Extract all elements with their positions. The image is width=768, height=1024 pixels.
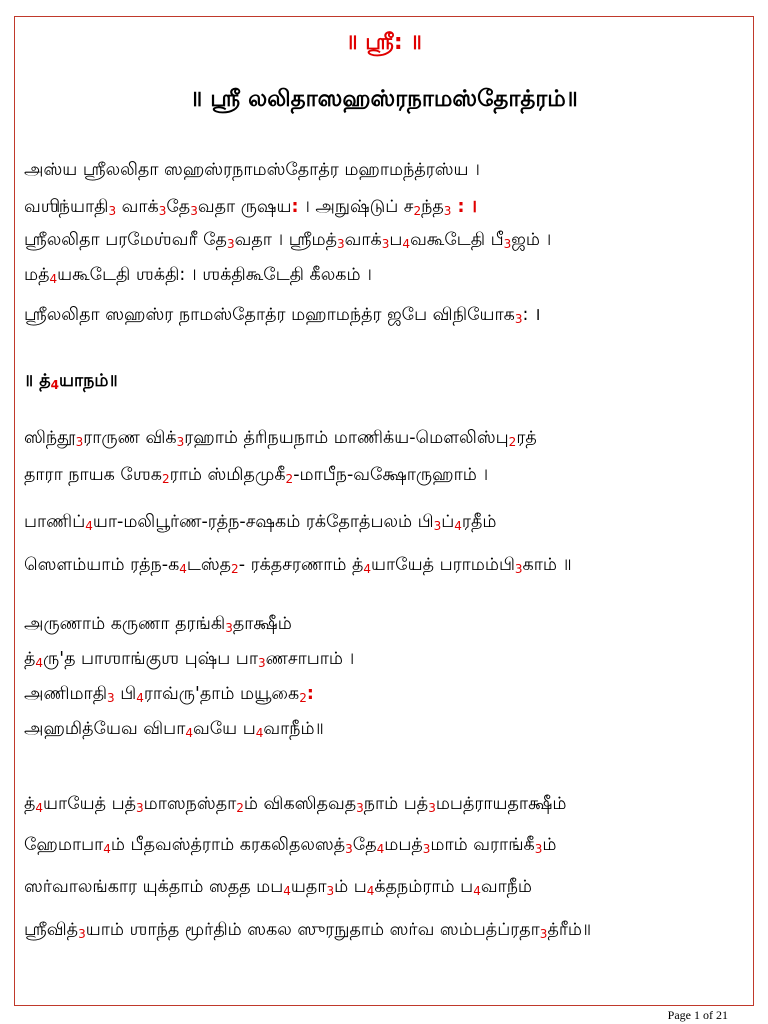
subscript-marker: 3 [257,656,266,670]
verse1-line-4 [24,555,572,577]
subscript-marker: 2 [231,562,239,576]
intro-line-2 [24,194,477,219]
subscript-marker: 3 [503,237,512,251]
text-segment: த்ரீம்॥ [547,920,592,940]
text-segment: - ரக்தசரணாம் த் [238,555,364,575]
subscript-marker: 3 [514,312,523,326]
text-segment: ஜம் । [511,230,552,250]
text-segment: ராம் ஸ்மிதமுகீ [169,465,286,485]
text-segment: ஸர்வாலங்கார யுக்தாம் ஸதத மப [24,877,284,897]
subscript-marker: 4 [35,801,44,815]
verse3-line-3 [24,877,532,899]
invocation-title: ॥ ஶ்ரீ: ॥ [346,30,422,55]
text-segment: ராருண விக் [83,428,177,448]
text-segment: ரதீம் [461,512,497,532]
subscript-marker: 4 [185,726,193,740]
subscript-marker: 3 [433,519,442,533]
subscript-marker: 3 [539,927,548,941]
intro-line-4 [24,265,372,287]
subscript-marker: 4 [35,656,44,670]
subscript-marker: 3 [514,562,523,576]
text-segment: அணிமாதி [24,684,108,704]
text-segment: ம் பீதவஸ்த்ராம் கரகலிதலஸத் [110,835,346,855]
text-segment: ரஹாம் த்ரிநயநாம் மாணிக்ய-மௌலிஸ்பு [184,428,509,448]
text-segment: வாநீம் [480,877,533,897]
text-segment: யாநம்॥ [58,371,118,391]
subscript-marker: 4 [376,842,385,856]
text-segment: தே [166,197,191,217]
text-segment: ணசாபாம் । [265,649,355,669]
subscript-marker: 2 [162,472,170,486]
dhyanam-heading [24,371,118,393]
text-segment: -மாபீந-வக்ஷோருஹாம் । [293,465,489,485]
text-segment: ம் [542,835,557,855]
text-segment: யாயேத் பத் [43,794,137,814]
subscript-marker: 3 [78,927,86,941]
verse3-line-2 [24,835,556,857]
intro-line-3 [24,230,551,252]
text-segment: டஸ்த [186,555,232,575]
text-segment: ப [389,230,403,250]
subscript-marker: 3 [176,435,185,449]
subscript-marker: 3 [107,691,115,705]
text-segment: வதா । ஶ்ரீமத் [234,230,338,250]
text-segment: வதா ருஷய [197,197,292,217]
subscript-marker: 3 [326,884,335,898]
text-segment: யா-மலிபூர்ண-ரத்ந-சஷகம் ரக்தோத்பலம் பி [92,512,434,532]
red-punctuation: । [470,197,478,217]
subscript-marker: 3 [428,801,436,815]
text-segment: அருணாம் கருணா தரங்கி [24,614,226,634]
text-segment: மபத்ராயதாக்ஷீம் [435,794,567,814]
text-segment: ॥ த் [24,371,51,391]
subscript-marker: 4 [85,519,93,533]
subscript-marker: 2 [299,691,307,705]
subscript-marker: 4 [473,884,481,898]
text-segment: வயே ப [192,719,256,739]
subscript-marker: 3 [381,237,390,251]
intro-line-1: அஸ்ய ஶ்ரீலலிதா ஸஹஸ்ரநாமஸ்தோத்ர மஹாமந்த்ரஸ்ய । [24,160,480,180]
subscript-marker: 3 [158,204,167,218]
subscript-marker: 3 [190,204,198,218]
text-segment: யதா [290,877,327,897]
text-segment: ராவ்ரு'தாம் மயூகை [143,684,300,704]
subscript-marker: 3 [443,204,452,218]
subscript-marker: 3 [225,621,233,635]
subscript-marker: 4 [179,562,187,576]
text-segment: க்தநம்ராம் ப [374,877,474,897]
verse2-line-2 [24,649,354,671]
subscript-marker: 4 [454,519,462,533]
text-segment: வாநீம்॥ [263,719,324,739]
verse1-line-3 [24,512,496,534]
subscript-marker: 4 [366,884,375,898]
subscript-marker: 4 [255,726,264,740]
text-segment: தாரா நாயக ஶேக [24,465,163,485]
subscript-marker: 3 [337,237,345,251]
text-segment: காம் ॥ [522,555,572,575]
subscript-marker: 3 [534,842,543,856]
text-segment: யாம் ஶாந்த மூர்திம் ஸகல ஸுரநுதாம் ஸர்வ ஸம்பத்ப்ரதா [85,920,540,940]
text-segment: ம் விகஸிதவத [243,794,357,814]
text-segment: ப் [441,512,455,532]
verse2-line-3 [24,684,314,706]
subscript-marker: 4 [103,842,111,856]
text-segment: வகூடேதி பீ [410,230,504,250]
text-segment: வஶிந்யாதி [24,197,109,217]
text-segment: ம் ப [334,877,367,897]
text-segment: : । [522,305,541,325]
subscript-marker: 4 [49,272,58,286]
subscript-marker: 4 [283,884,291,898]
subscript-marker: 3 [108,204,117,218]
text-segment: ஸௌம்யாம் ரத்ந-க [24,555,180,575]
red-punctuation: : [306,684,314,704]
verse3-line-1 [24,794,566,816]
verse1-line-2 [24,465,488,487]
text-segment: தே [352,835,377,855]
page-number: Page 1 of 21 [667,1008,728,1022]
text-segment: யாயேத் பராமம்பி [371,555,515,575]
text-segment: த் [24,794,36,814]
text-segment: ரத் [516,428,537,448]
text-segment: ஶ்ரீலலிதா பரமேஶ்வரீ தே [24,230,227,250]
text-segment: ஶ்ரீவித் [24,920,79,940]
text-segment: ஶ்ரீலலிதா ஸஹஸ்ர நாமஸ்தோத்ர மஹாமந்த்ர ஜபே விநியோக [24,305,515,325]
subscript-marker: 4 [363,562,372,576]
text-segment: நாம் பத் [363,794,429,814]
text-segment: மாம் வராங்கீ [430,835,535,855]
text-segment: । அநுஷ்டுப் ச [298,197,414,217]
text-segment: பாணிப் [24,512,86,532]
text-segment: மாஸநஸ்தா [143,794,237,814]
text-segment: ஸிந்தூ [24,428,76,448]
text-segment: அஹமித்யேவ விபா [24,719,186,739]
red-punctuation: : [291,197,299,217]
text-segment: ரு'த பாஶாங்குஶ புஷ்ப பா [43,649,258,669]
subscript-marker: 2 [508,435,517,449]
subscript-marker: 3 [226,237,235,251]
text-segment: மபத் [384,835,423,855]
subscript-marker: 3 [422,842,431,856]
subscript-marker: 2 [413,204,422,218]
text-segment: மத் [24,265,50,285]
text-segment: ந்த [421,197,444,217]
verse2-line-4 [24,719,324,741]
subscript-marker: 3 [356,801,364,815]
subscript-marker: 2 [236,801,244,815]
text-segment: ஹேமாபா [24,835,104,855]
verse3-line-4 [24,920,591,942]
subscript-marker: 3 [345,842,353,856]
subscript-marker: 2 [285,472,294,486]
stotram-title: ॥ ஶ்ரீ லலிதாஸஹஸ்ரநாமஸ்தோத்ரம்॥ [190,86,578,112]
subscript-marker: 3 [75,435,84,449]
subscript-marker: 4 [136,691,144,705]
text-segment: பி [114,684,137,704]
subscript-marker: 3 [136,801,144,815]
text-segment: த் [24,649,36,669]
text-segment: வாக் [344,230,382,250]
intro-line-5 [24,302,541,327]
subscript-marker: 4 [50,378,59,392]
text-segment: தாக்ஷீம் [232,614,292,634]
red-punctuation: : [451,197,471,217]
subscript-marker: 4 [402,237,411,251]
verse2-line-1 [24,614,292,636]
text-segment: யகூடேதி ஶக்தி: । ஶக்திகூடேதி கீலகம் । [57,265,372,285]
text-segment: வாக் [116,197,159,217]
verse1-line-1 [24,428,537,450]
